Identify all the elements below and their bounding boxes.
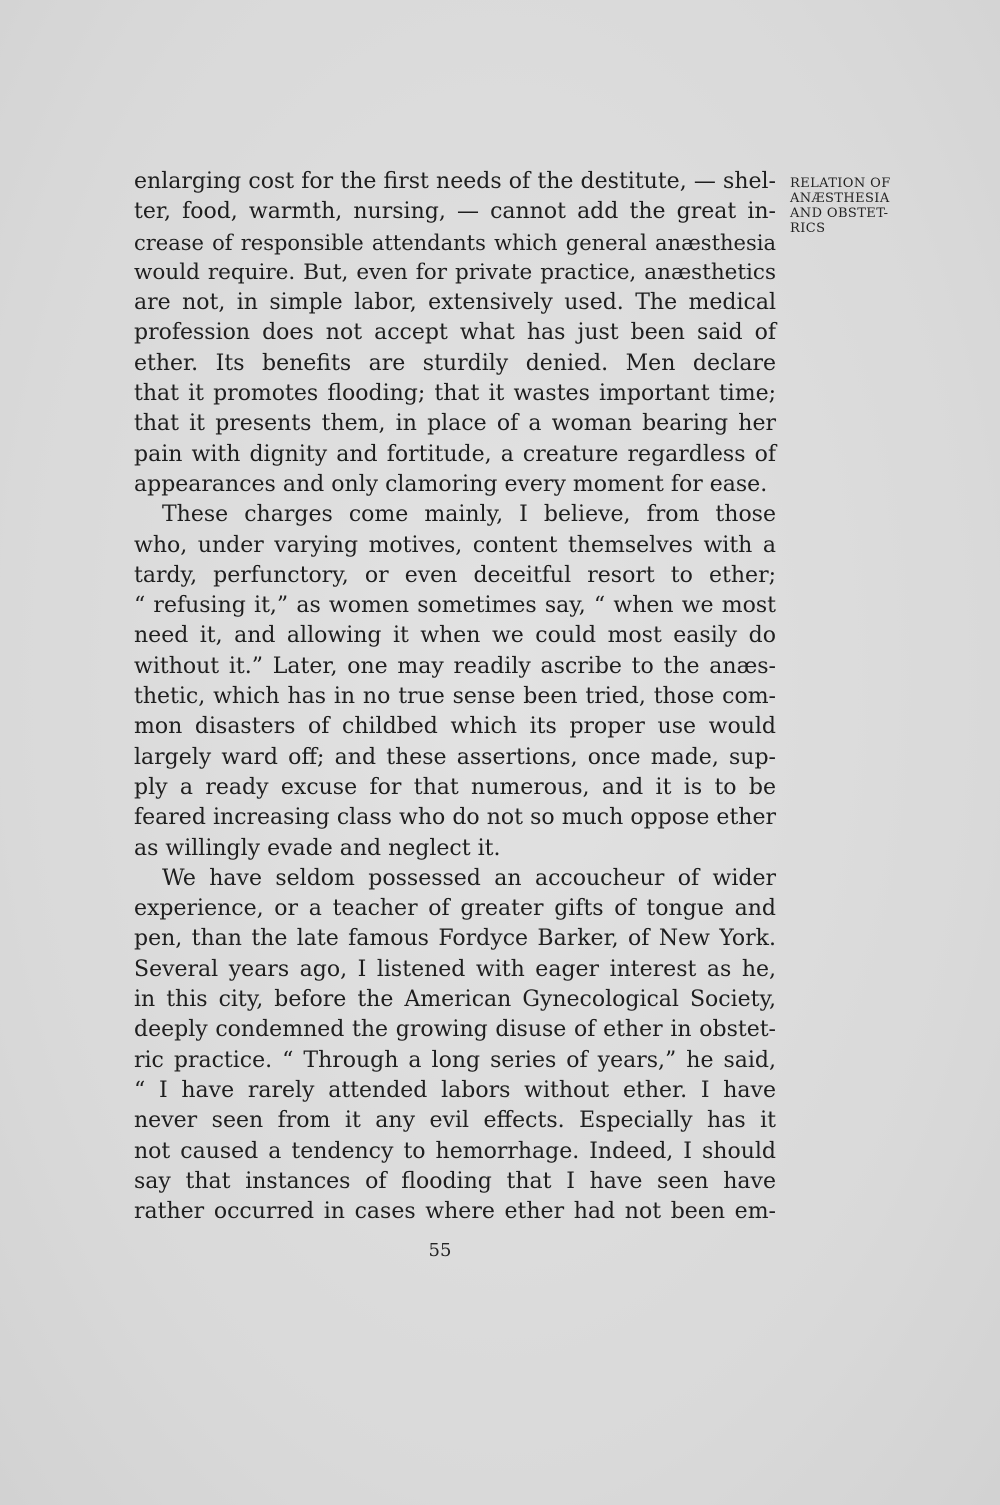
page-number: 55 — [428, 1240, 452, 1261]
text-line: deeply condemned the growing disuse of ether in obstet- — [134, 1017, 776, 1043]
text-line: ether. Its benefits are sturdily denied. Men declare — [134, 350, 776, 376]
text-line: in this city, before the American Gynecological Society, — [134, 987, 776, 1013]
text-line: tardy, perfunctory, or even deceitful resort to ether; — [134, 562, 776, 588]
text-line: would require. But, even for private practice, anæsthetics — [134, 259, 776, 285]
text-line: enlarging cost for the first needs of the destitute, — shel- — [134, 169, 776, 194]
marginal-note-line: RELATION OF — [790, 176, 891, 191]
marginal-note — [790, 176, 940, 236]
text-line: profession does not accept what has just been said of — [134, 320, 776, 346]
text-line: ric practice. “ Through a long series of years,” he said, — [134, 1047, 776, 1073]
text-line: These charges come mainly, I believe, from those — [162, 502, 776, 528]
marginal-note-line: RICS — [790, 221, 826, 236]
text-line: say that instances of flooding that I have seen have — [134, 1168, 776, 1194]
paragraph — [134, 167, 776, 500]
text-line: rather occurred in cases where ether had not been em- — [134, 1199, 776, 1225]
text-line: largely ward off; and these assertions, once made, sup- — [134, 744, 776, 770]
text-line: need it, and allowing it when we could most easily do — [134, 623, 776, 649]
marginal-note-line: ANÆSTHESIA — [790, 191, 890, 206]
text-line: ter, food, warmth, nursing, — cannot add the great in- — [134, 199, 776, 225]
text-line: crease of responsible attendants which general anæsthesia — [134, 230, 776, 255]
text-line: “ I have rarely attended labors without ether. I have — [134, 1077, 776, 1103]
paragraph — [134, 864, 776, 1228]
text-line: “ refusing it,” as women sometimes say, “ when we most — [134, 593, 776, 619]
paragraph — [134, 500, 776, 864]
text-line: ply a ready excuse for that numerous, and it is to be — [134, 774, 776, 800]
text-line: without it.” Later, one may readily ascribe to the anæs- — [134, 653, 776, 679]
text-line: Several years ago, I listened with eager interest as he, — [134, 956, 776, 982]
text-line: We have seldom possessed an accoucheur of wider — [162, 865, 776, 891]
text-line: experience, or a teacher of greater gifts of tongue and — [134, 896, 776, 922]
text-line: who, under varying motives, content themselves with a — [134, 532, 776, 558]
text-line: pain with dignity and fortitude, a creature regardless of — [134, 441, 776, 467]
body-text — [134, 167, 776, 1227]
text-line: appearances and only clamoring every moment for ease. — [134, 471, 768, 497]
text-line: thetic, which has in no true sense been tried, those com- — [134, 684, 776, 710]
text-line: that it promotes flooding; that it wastes important time; — [134, 381, 776, 407]
text-line: that it presents them, in place of a woman bearing her — [134, 411, 776, 437]
text-line: mon disasters of childbed which its proper use would — [134, 714, 776, 740]
text-line: not caused a tendency to hemorrhage. Indeed, I should — [134, 1138, 776, 1164]
text-line: feared increasing class who do not so much oppose ether — [134, 805, 776, 831]
text-line: as willingly evade and neglect it. — [134, 835, 501, 861]
marginal-note-line: AND OBSTET- — [790, 206, 889, 221]
text-line: never seen from it any evil effects. Especially has it — [134, 1108, 776, 1134]
text-line: pen, than the late famous Fordyce Barker, of New York. — [134, 926, 776, 952]
text-line: are not, in simple labor, extensively used. The medical — [134, 290, 776, 316]
